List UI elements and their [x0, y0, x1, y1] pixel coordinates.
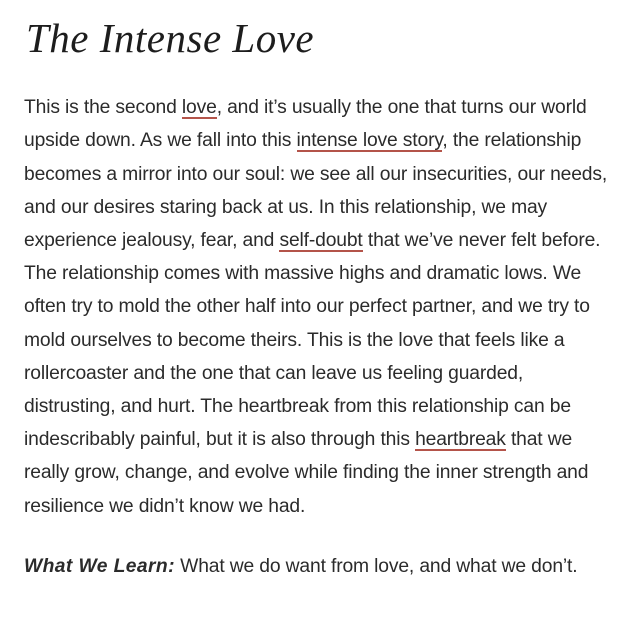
highlighted-term-intense-love-story: intense love story — [296, 130, 443, 152]
paragraph-segment-8: that we really grow, change, and evolve while finding the inner strength and resilience we didn’t know we had. — [24, 429, 589, 517]
what-we-learn-paragraph — [24, 550, 618, 583]
body-paragraph — [24, 91, 618, 523]
paragraph-segment-0: This is the second — [24, 97, 182, 119]
highlighted-term-heartbreak: heartbreak — [415, 429, 506, 451]
paragraph-segment-2: , and it’s usually the one that turns our world upside down. As we fall into this — [24, 97, 587, 152]
highlighted-term-self-doubt: self-doubt — [279, 229, 363, 251]
page-title: The Intense Love — [26, 15, 315, 61]
what-we-learn-text: What we do want from love, and what we don’t. — [174, 555, 578, 577]
highlighted-term-love: love — [181, 97, 217, 119]
paragraph-segment-4: , the relationship becomes a mirror into our soul: we see all our insecurities, our needs, and our desires staring back at us. In this relationship, we may experience jealousy, fear, and — [24, 130, 608, 251]
paragraph-segment-6: that we’ve never felt before. The relationship comes with massive highs and dramatic lows. We often try to mold the other half into our perfect partner, and we try to mold ourselves to become theirs. This is the love that feels like a rollercoaster and the one that can leave us feeling guarded, distrusting, and hurt. The heartbreak from this relationship can be indescribably painful, but it is also through this — [24, 229, 601, 451]
what-we-learn-label: What We Learn: — [24, 555, 175, 577]
